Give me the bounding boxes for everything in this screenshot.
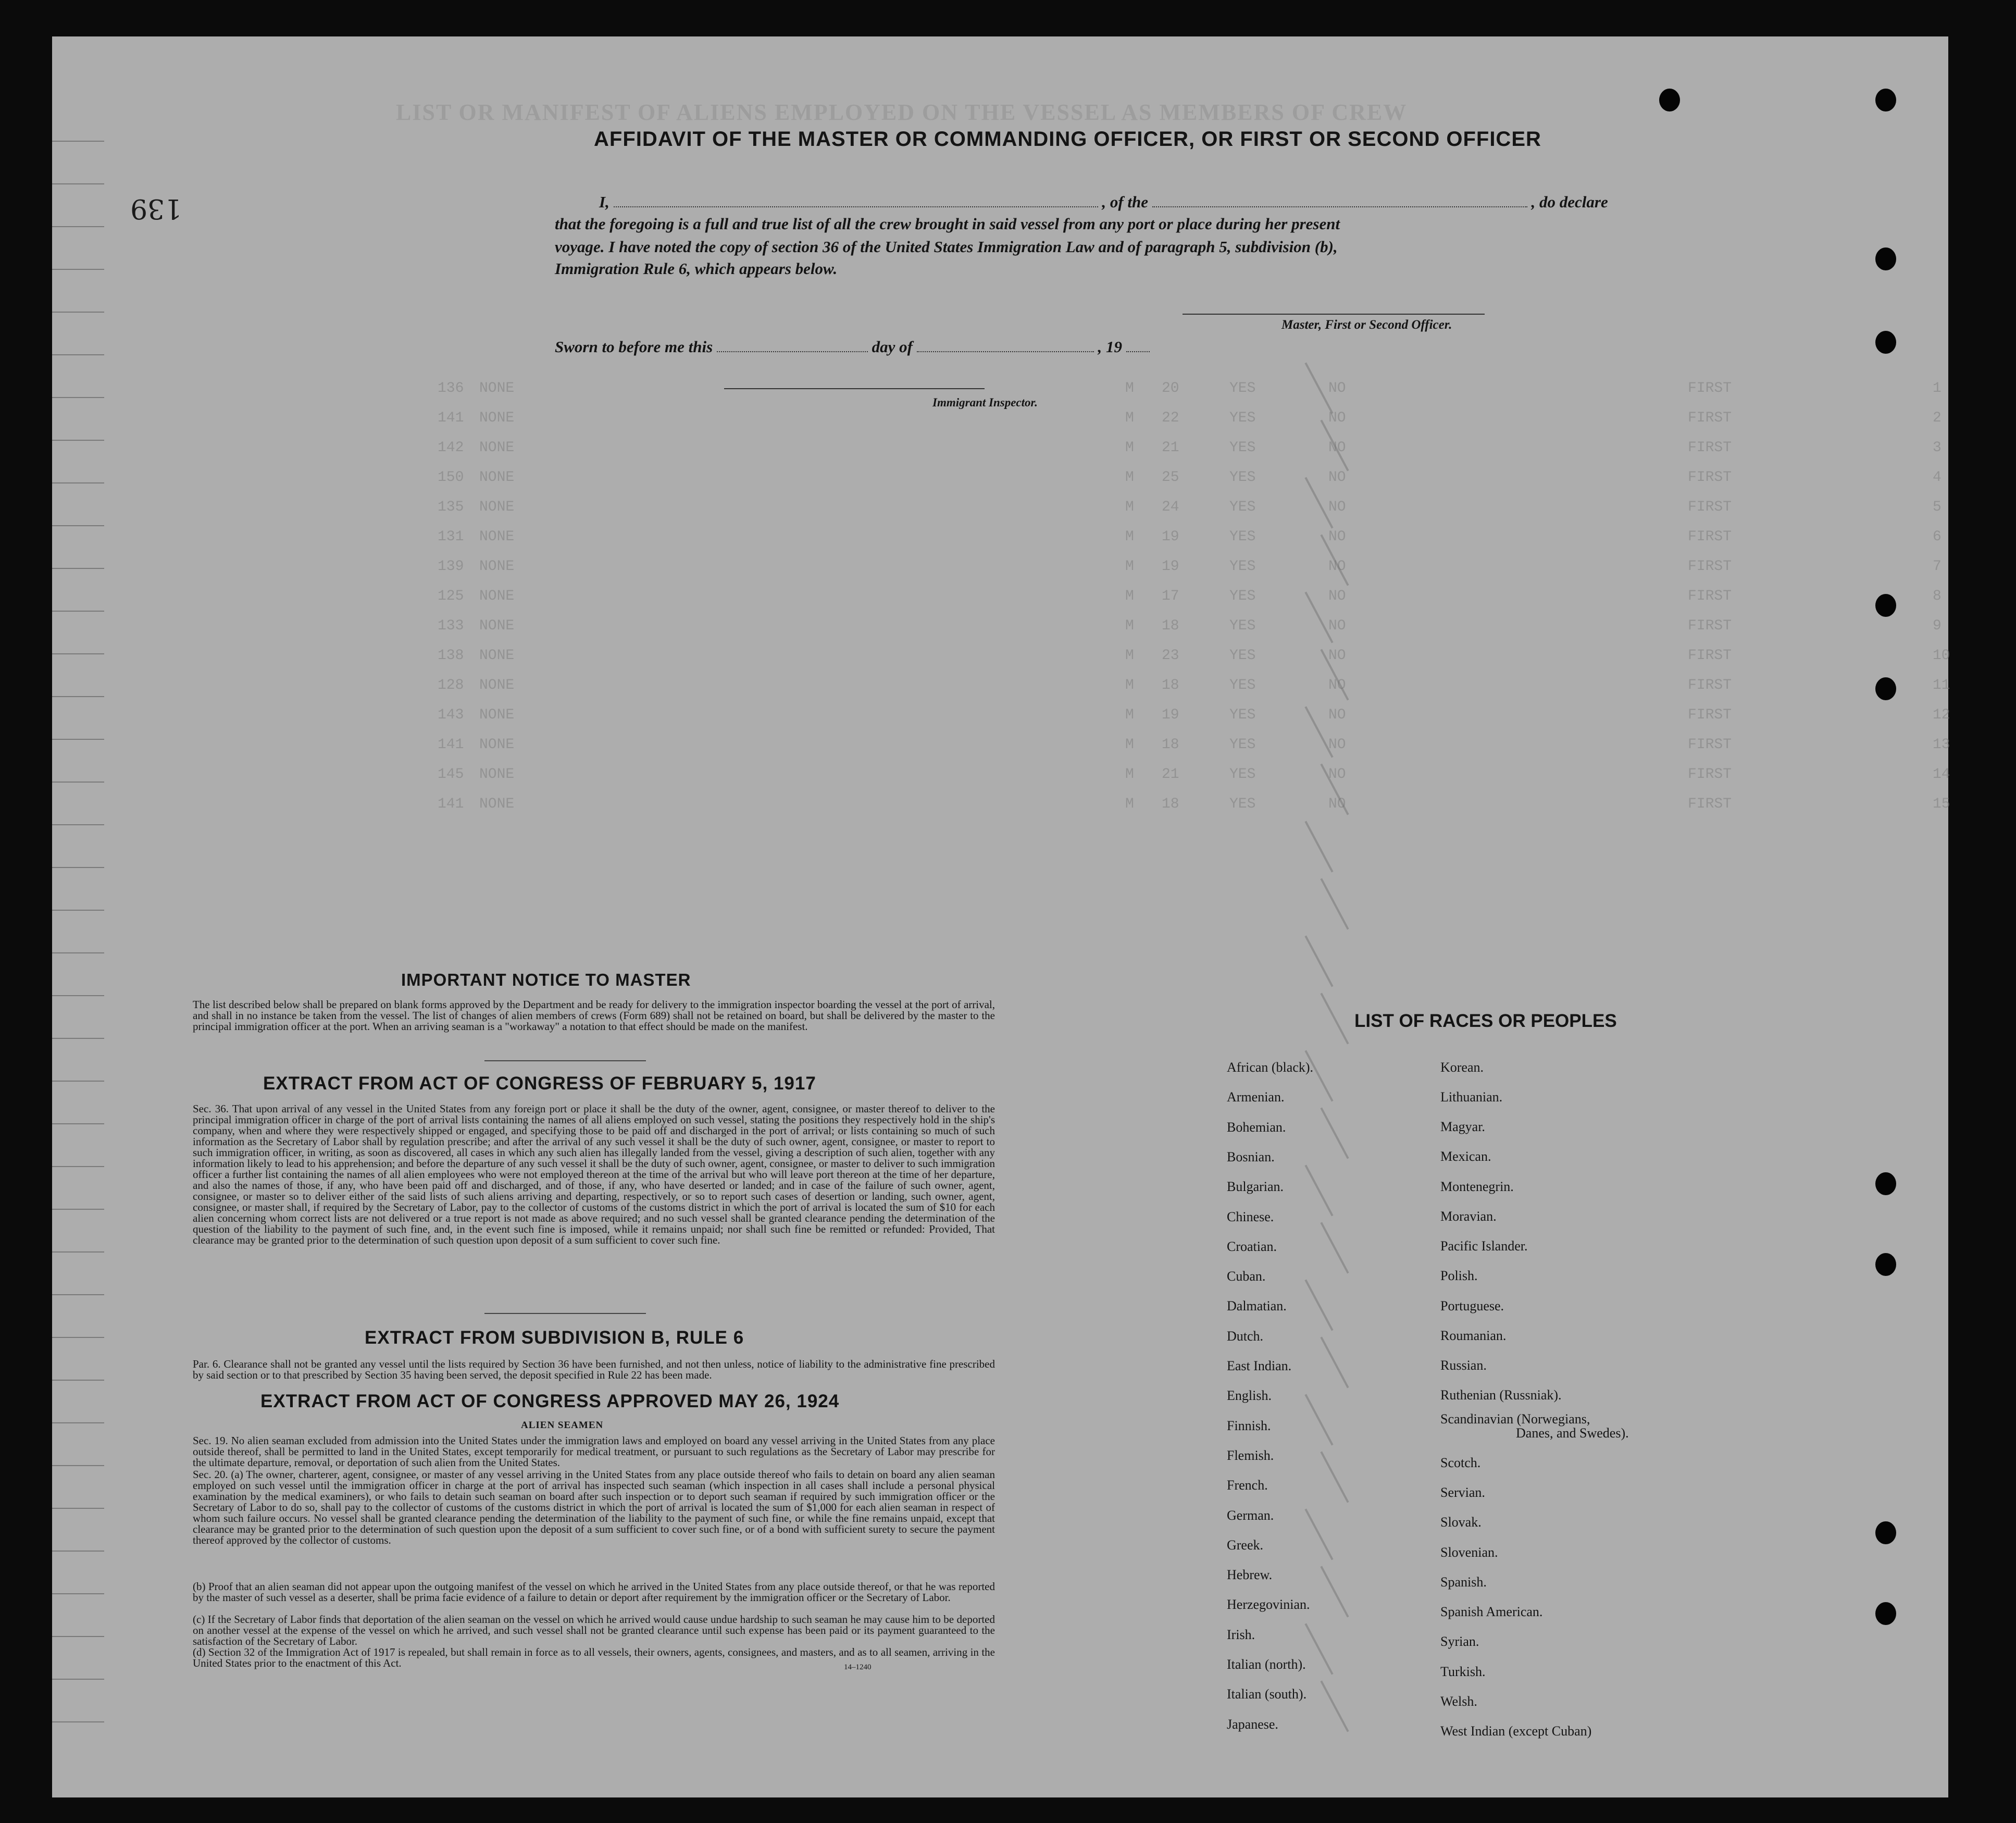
race-item: Armenian.: [1227, 1089, 1285, 1105]
background-cell: NONE: [479, 588, 515, 604]
margin-rule: [52, 568, 104, 569]
affidavit-line-4: Immigration Rule 6, which appears below.: [555, 259, 838, 278]
race-item: English.: [1227, 1388, 1272, 1404]
race-item: Bulgarian.: [1227, 1179, 1284, 1195]
background-cell: NO: [1328, 707, 1346, 723]
race-item: Spanish American.: [1440, 1604, 1543, 1619]
check-mark: [1320, 1107, 1349, 1159]
check-mark: [1304, 1050, 1333, 1101]
margin-rule: [52, 183, 104, 184]
race-item: Flemish.: [1227, 1447, 1274, 1463]
background-row: [375, 737, 1950, 757]
race-item: Dutch.: [1227, 1328, 1264, 1344]
binder-hole: [1875, 1602, 1896, 1625]
background-cell: YES: [1229, 677, 1256, 693]
background-cell: 20: [1162, 380, 1179, 396]
binder-hole: [1875, 1172, 1896, 1195]
extract-1924-sec20b: (b) Proof that an alien seaman did not appear upon the outgoing manifest of the vessel on which he arrived in the United States from any place outside thereof, or that he was reported by the master of such vessel as a deserter, shall be prima facie evidence of a failure to detain or deport after requirement by the immigration officer or the Secretary of Labor.: [193, 1580, 995, 1604]
background-cell: 23: [1162, 648, 1179, 664]
race-item: Scandinavian (Norwegians,: [1440, 1411, 1590, 1427]
background-cell: M: [1125, 766, 1134, 783]
background-cell: YES: [1229, 648, 1256, 664]
background-cell: M: [1125, 380, 1134, 396]
background-cell: 25: [1162, 469, 1179, 486]
manifest-page: [52, 36, 1948, 1797]
background-cell: 14: [1933, 766, 1950, 783]
background-cell: M: [1125, 737, 1134, 753]
background-cell: YES: [1229, 410, 1256, 426]
race-item: Slovenian.: [1440, 1545, 1498, 1560]
background-cell: 17: [1162, 588, 1179, 604]
extract-rule6-heading: EXTRACT FROM SUBDIVISION B, RULE 6: [365, 1328, 744, 1348]
background-cell: FIRST: [1688, 648, 1732, 664]
sworn-year-field[interactable]: [1126, 351, 1150, 352]
background-cell: 141: [438, 410, 464, 426]
section-divider: [484, 1060, 646, 1061]
margin-rule: [52, 1593, 104, 1594]
background-cell: NO: [1328, 380, 1346, 396]
page-stamp: 139: [130, 193, 182, 224]
binder-hole: [1659, 89, 1680, 111]
background-cell: NO: [1328, 559, 1346, 575]
margin-rule: [52, 1166, 104, 1167]
race-item: Welsh.: [1440, 1694, 1477, 1709]
check-mark: [1304, 821, 1333, 872]
race-item: German.: [1227, 1507, 1274, 1523]
background-row: [375, 559, 1942, 578]
margin-rule: [52, 1251, 104, 1252]
margin-rule: [52, 1636, 104, 1637]
background-row: [375, 410, 1942, 430]
race-item: Danes, and Swedes).: [1516, 1425, 1629, 1441]
extract-1924-sec19: Sec. 19. No alien seaman excluded from admission into the United States under the immigration laws and employed on board any vessel arriving in the United States from any place outside thereof, shall be permitted to land in the United States, except temporarily for medical treatment, or pursuant to such regulations as the Secretary of Labor may prescribe for the ultimate departure, removal, or deportation of such alien from the United States.: [193, 1434, 995, 1469]
background-cell: M: [1125, 648, 1134, 664]
background-cell: 9: [1933, 618, 1942, 634]
background-cell: 141: [438, 796, 464, 812]
sworn-year: , 19: [1098, 338, 1122, 356]
background-cell: 141: [438, 737, 464, 753]
race-item: Scotch.: [1440, 1455, 1481, 1470]
binder-hole: [1875, 1521, 1896, 1544]
background-cell: NONE: [479, 529, 515, 545]
race-item: Croatian.: [1227, 1238, 1277, 1254]
check-mark: [1320, 1451, 1349, 1503]
affidavit-do-declare: , do declare: [1531, 193, 1608, 211]
background-cell: NONE: [479, 559, 515, 575]
extract-1924-sec20a: Sec. 20. (a) The owner, charterer, agent, consignee, or master of any vessel arriving in the United States from any place outside thereof who fails to detain on board any alien seaman employed on such vessel until the immigration officer in charge at the port of arrival has inspected such seaman (which inspection in all cases shall include a personal physical examination by the medical examiners), or who fails to detain such seaman on board after such inspection or to deport such seaman if required by such immigration officer or the Secretary of Labor to do so, shall pay to the collector of customs of the customs district in which the port of arrival is located the sum of $1,000 for each alien seaman in respect of whom such failure occurs. No vessel shall be granted clearance pending the determination of the liability to the payment of such fine, or while the fine remains unpaid, except that clearance may be granted prior to the determination of such question upon the deposit of a sum sufficient to cover such fine, or of a bond with sufficient surety to secure the payment thereof approved by the collector of customs.: [193, 1468, 995, 1546]
margin-rule: [52, 525, 104, 526]
background-cell: 19: [1162, 529, 1179, 545]
background-row: [375, 618, 1942, 638]
background-row: [375, 499, 1942, 519]
margin-rule: [52, 1081, 104, 1082]
margin-rule: [52, 910, 104, 911]
background-cell: NONE: [479, 410, 515, 426]
background-cell: M: [1125, 796, 1134, 812]
margin-rule: [52, 440, 104, 441]
background-cell: NO: [1328, 588, 1346, 604]
race-item: Ruthenian (Russniak).: [1440, 1387, 1562, 1403]
race-item: Spanish.: [1440, 1574, 1487, 1590]
background-cell: 13: [1933, 737, 1950, 753]
background-cell: YES: [1229, 529, 1256, 545]
race-item: Magyar.: [1440, 1119, 1485, 1134]
background-cell: 19: [1162, 559, 1179, 575]
affidavit-of-the: , of the: [1102, 193, 1149, 211]
inspector-signature-line[interactable]: [724, 388, 985, 389]
background-row: [375, 766, 1950, 786]
margin-rule: [52, 1721, 104, 1722]
background-cell: FIRST: [1688, 796, 1732, 812]
background-cell: 128: [438, 677, 464, 693]
race-item: Bosnian.: [1227, 1149, 1275, 1164]
background-cell: FIRST: [1688, 410, 1732, 426]
background-cell: YES: [1229, 707, 1256, 723]
background-cell: 139: [438, 559, 464, 575]
extract-rule6-text: Par. 6. Clearance shall not be granted any vessel until the lists required by Section 36 have been furnished, and not then unless, notice of liability to the administrative fine prescribed by said section or to that prescribed by Section 35 having been served, the deposit specified in Rule 22 has been made.: [193, 1358, 995, 1381]
check-mark: [1320, 1222, 1349, 1273]
race-item: African (black).: [1227, 1060, 1314, 1075]
background-cell: 21: [1162, 766, 1179, 783]
race-item: Polish.: [1440, 1268, 1478, 1283]
inspector-label: Immigrant Inspector.: [932, 396, 1038, 409]
background-cell: 12: [1933, 707, 1950, 723]
margin-rule: [52, 1380, 104, 1381]
background-row: [375, 380, 1942, 400]
race-item: Irish.: [1227, 1627, 1255, 1642]
margin-rule: [52, 1337, 104, 1338]
race-item: Chinese.: [1227, 1209, 1274, 1224]
background-cell: YES: [1229, 766, 1256, 783]
race-item: Mexican.: [1440, 1149, 1491, 1164]
background-cell: 21: [1162, 440, 1179, 456]
background-row: [375, 469, 1942, 489]
check-mark: [1320, 1566, 1349, 1617]
notice-text: The list described below shall be prepared on blank forms approved by the Department and be ready for delivery to the immigration inspector boarding the vessel at the port of arrival, and shall in no instance be taken from the vessel. The list of changes of alien members of crews (Form 689) shall not be retained on board, but shall be delivered by the master to the principal immigration officer at the port. When an arriving seaman is a "workaway" a notation to that effect should be made on the manifest.: [193, 998, 995, 1033]
race-item: Slovak.: [1440, 1515, 1482, 1530]
background-row: [375, 648, 1950, 667]
background-row: [375, 677, 1950, 697]
background-cell: 143: [438, 707, 464, 723]
extract-1924-heading: EXTRACT FROM ACT OF CONGRESS APPROVED MAY 26, 1924: [260, 1391, 840, 1411]
margin-rule: [52, 867, 104, 868]
background-cell: 8: [1933, 588, 1942, 604]
extract-1924-subheading: ALIEN SEAMEN: [521, 1420, 604, 1431]
background-cell: M: [1125, 410, 1134, 426]
affidavit-line-1: [599, 193, 1608, 212]
background-cell: 138: [438, 648, 464, 664]
background-cell: 145: [438, 766, 464, 783]
race-item: Dalmatian.: [1227, 1298, 1287, 1314]
margin-rule: [52, 1123, 104, 1124]
check-mark: [1304, 1279, 1333, 1331]
background-cell: FIRST: [1688, 559, 1732, 575]
affidavit-i: I,: [599, 193, 609, 211]
margin-rule: [52, 269, 104, 270]
background-cell: YES: [1229, 618, 1256, 634]
vessel-name-field[interactable]: [1152, 206, 1527, 207]
margin-rule: [52, 952, 104, 953]
background-cell: M: [1125, 677, 1134, 693]
margin-rule: [52, 141, 104, 142]
race-item: Japanese.: [1227, 1716, 1278, 1732]
check-mark: [1320, 878, 1349, 929]
background-cell: FIRST: [1688, 529, 1732, 545]
race-item: Portuguese.: [1440, 1298, 1504, 1313]
background-cell: FIRST: [1688, 380, 1732, 396]
background-cell: FIRST: [1688, 707, 1732, 723]
background-cell: 22: [1162, 410, 1179, 426]
check-mark: [1320, 1680, 1349, 1732]
margin-rule: [52, 397, 104, 398]
background-cell: NO: [1328, 737, 1346, 753]
background-cell: NO: [1328, 766, 1346, 783]
background-manifest-title: LIST OR MANIFEST OF ALIENS EMPLOYED ON THE VESSEL AS MEMBERS OF CREW: [396, 100, 1408, 125]
race-item: East Indian.: [1227, 1358, 1292, 1373]
affidavit-line-2: that the foregoing is a full and true list of all the crew brought in said vessel from any port or place during her present: [555, 215, 1340, 233]
margin-rule: [52, 995, 104, 996]
margin-rule: [52, 226, 104, 227]
margin-rule: [52, 782, 104, 783]
background-cell: NO: [1328, 796, 1346, 812]
background-cell: 125: [438, 588, 464, 604]
race-item: Moravian.: [1440, 1209, 1497, 1224]
race-item: French.: [1227, 1478, 1268, 1493]
race-item: Greek.: [1227, 1537, 1264, 1553]
race-item: Bohemian.: [1227, 1119, 1286, 1135]
background-cell: 6: [1933, 529, 1942, 545]
background-cell: 10: [1933, 648, 1950, 664]
margin-rule: [52, 653, 104, 654]
affidavit-line-3: voyage. I have noted the copy of section 36 of the United States Immigration Law and of paragraph 5, subdivision (b),: [555, 238, 1338, 256]
background-cell: 133: [438, 618, 464, 634]
background-cell: 150: [438, 469, 464, 486]
background-cell: 18: [1162, 796, 1179, 812]
sworn-day-of: day of: [872, 338, 913, 356]
background-cell: NONE: [479, 796, 515, 812]
extract-1917-heading: EXTRACT FROM ACT OF CONGRESS OF FEBRUARY 5, 1917: [263, 1073, 816, 1094]
background-cell: 15: [1933, 796, 1950, 812]
background-cell: YES: [1229, 469, 1256, 486]
race-item: Servian.: [1440, 1485, 1485, 1500]
background-cell: FIRST: [1688, 737, 1732, 753]
background-cell: NO: [1328, 410, 1346, 426]
race-item: Russian.: [1440, 1358, 1487, 1373]
race-item: Pacific Islander.: [1440, 1238, 1528, 1254]
background-cell: M: [1125, 499, 1134, 515]
master-signature-line[interactable]: [1183, 314, 1485, 315]
race-item: Italian (south).: [1227, 1686, 1307, 1702]
background-cell: NONE: [479, 766, 515, 783]
binder-hole: [1875, 247, 1896, 270]
officer-name-field[interactable]: [614, 206, 1098, 207]
background-cell: NONE: [479, 440, 515, 456]
form-number: 14–1240: [844, 1663, 872, 1671]
background-cell: 7: [1933, 559, 1942, 575]
race-item: Korean.: [1440, 1060, 1484, 1075]
margin-rule: [52, 1209, 104, 1210]
background-cell: NO: [1328, 648, 1346, 664]
background-cell: NO: [1328, 469, 1346, 486]
binder-hole: [1875, 677, 1896, 700]
binder-hole: [1875, 1253, 1896, 1276]
background-cell: M: [1125, 618, 1134, 634]
background-row: [375, 529, 1942, 549]
race-item: Hebrew.: [1227, 1567, 1273, 1583]
background-cell: FIRST: [1688, 677, 1732, 693]
background-cell: 136: [438, 380, 464, 396]
check-mark: [1304, 1394, 1333, 1445]
background-cell: 18: [1162, 618, 1179, 634]
background-cell: 1: [1933, 380, 1942, 396]
background-cell: YES: [1229, 588, 1256, 604]
affidavit-title: AFFIDAVIT OF THE MASTER OR COMMANDING OFFICER, OR FIRST OR SECOND OFFICER: [594, 128, 1541, 151]
background-cell: FIRST: [1688, 618, 1732, 634]
sworn-month-field[interactable]: [917, 351, 1094, 352]
binder-hole: [1875, 331, 1896, 354]
master-signature-label: Master, First or Second Officer.: [1281, 318, 1452, 332]
background-row: [375, 440, 1942, 460]
margin-rule: [52, 1294, 104, 1295]
binder-hole: [1875, 594, 1896, 617]
race-item: Turkish.: [1440, 1664, 1486, 1679]
margin-rule: [52, 354, 104, 355]
background-cell: FIRST: [1688, 469, 1732, 486]
margin-rule: [52, 1465, 104, 1466]
background-cell: 24: [1162, 499, 1179, 515]
background-cell: FIRST: [1688, 499, 1732, 515]
race-item: Cuban.: [1227, 1269, 1266, 1284]
background-cell: NO: [1328, 440, 1346, 456]
background-cell: 18: [1162, 677, 1179, 693]
race-item: Lithuanian.: [1440, 1089, 1503, 1105]
background-cell: 5: [1933, 499, 1942, 515]
race-item: Herzegovinian.: [1227, 1597, 1310, 1613]
background-cell: M: [1125, 469, 1134, 486]
background-cell: NO: [1328, 499, 1346, 515]
margin-rule: [52, 1508, 104, 1509]
background-cell: NONE: [479, 648, 515, 664]
background-row: [375, 588, 1942, 608]
background-cell: 2: [1933, 410, 1942, 426]
extract-1917-text: Sec. 36. That upon arrival of any vessel in the United States from any foreign port or place it shall be the duty of the owner, agent, consignee, or master thereof to deliver to the principal immigration officer in charge of the port of arrival lists containing the names of all aliens employed on such vessel, stating the positions they respectively hold in the ship's company, when and where they were respectively shipped or engaged, and specifying those to be paid off and discharged in the port of arrival; or lists containing so much of such information as the Secretary of Labor shall by regulation prescribe; and after the arrival of any such vessel it shall be the duty of such owner, agent, consignee, or master to report to such immigration officer, in writing, as soon as discovered, all cases in which any such alien has illegally landed from the vessel, giving a description of such alien, together with any information likely to lead to his apprehension; and before the departure of any such vessel it shall be the duty of such owner, agent, consignee, or master to deliver to such immigration officer a further list containing the names of all alien employees who were not employed thereon at the time of the arrival but who will leave port thereon at the time of her departure, and also the names of those, if any, who have been paid off and discharged, and of those, if any, who have deserted or landed; and in case of the failure of such owner, agent, consignee, or master so to deliver either of the said lists of such aliens arriving and departing, respectively, or so to report such cases of desertion or landing, such owner, agent, consignee, or master shall, if required by the Secretary of Labor, pay to the collector of customs of the customs district in which the port of arrival is located the sum of $10 for each alien concerning whom correct lists are not delivered or a true report is not made as above required; and no such vessel shall be granted clearance pending the determination of the question of the liability to the payment of such fine, and, in the event such fine is imposed, while it remains unpaid; nor shall such fine be remitted or refunded: Provided, That clearance may be granted prior to the determination of such question upon deposit of a sum sufficient to cover such fine.: [193, 1102, 995, 1246]
background-cell: FIRST: [1688, 440, 1732, 456]
margin-rule: [52, 1038, 104, 1039]
background-cell: YES: [1229, 796, 1256, 812]
background-cell: YES: [1229, 559, 1256, 575]
binder-hole: [1875, 89, 1896, 111]
background-cell: NO: [1328, 618, 1346, 634]
race-item: Montenegrin.: [1440, 1179, 1514, 1194]
margin-rule: [52, 1679, 104, 1680]
background-cell: NONE: [479, 618, 515, 634]
background-cell: NONE: [479, 380, 515, 396]
margin-rule: [52, 739, 104, 740]
check-mark: [1320, 993, 1349, 1044]
margin-rule: [52, 696, 104, 697]
background-cell: FIRST: [1688, 588, 1732, 604]
background-cell: NO: [1328, 529, 1346, 545]
background-cell: NONE: [479, 737, 515, 753]
background-cell: 18: [1162, 737, 1179, 753]
margin-rule: [52, 312, 104, 313]
sworn-line: [555, 338, 1150, 356]
background-row: [375, 796, 1950, 816]
check-mark: [1304, 935, 1333, 987]
notice-heading: IMPORTANT NOTICE TO MASTER: [401, 970, 691, 989]
sworn-prefix: Sworn to before me this: [555, 338, 713, 356]
background-cell: 4: [1933, 469, 1942, 486]
margin-rule: [52, 1551, 104, 1552]
background-cell: 11: [1933, 677, 1950, 693]
check-mark: [1304, 1623, 1333, 1675]
background-cell: YES: [1229, 380, 1256, 396]
extract-1924-sec20d: (d) Section 32 of the Immigration Act of 1917 is repealed, but shall remain in force as to all vessels, their owners, agents, consignees, and masters, and as to all seamen, arriving in the United States prior to the enactment of this Act.: [193, 1646, 995, 1669]
race-item: Roumanian.: [1440, 1328, 1507, 1343]
background-cell: NO: [1328, 677, 1346, 693]
background-cell: 135: [438, 499, 464, 515]
background-cell: YES: [1229, 499, 1256, 515]
background-cell: NONE: [479, 707, 515, 723]
check-mark: [1304, 1164, 1333, 1216]
background-row: [375, 707, 1950, 727]
sworn-day-field[interactable]: [717, 351, 868, 352]
background-cell: YES: [1229, 440, 1256, 456]
race-item: Syrian.: [1440, 1634, 1479, 1649]
background-cell: FIRST: [1688, 766, 1732, 783]
background-cell: NONE: [479, 469, 515, 486]
section-divider: [484, 1313, 646, 1314]
margin-rule: [52, 824, 104, 825]
background-cell: M: [1125, 559, 1134, 575]
race-item: Finnish.: [1227, 1418, 1271, 1433]
race-item: Italian (north).: [1227, 1657, 1306, 1672]
background-cell: 131: [438, 529, 464, 545]
background-cell: 142: [438, 440, 464, 456]
background-cell: M: [1125, 440, 1134, 456]
race-item: West Indian (except Cuban): [1440, 1723, 1592, 1739]
background-cell: 19: [1162, 707, 1179, 723]
check-mark: [1304, 1508, 1333, 1560]
margin-rule: [52, 1422, 104, 1423]
races-heading: LIST OF RACES OR PEOPLES: [1354, 1011, 1617, 1031]
background-cell: 3: [1933, 440, 1942, 456]
extract-1924-sec20c: (c) If the Secretary of Labor finds that deportation of the alien seaman on the vessel on which he arrived would cause undue hardship to such seaman he may cause him to be deported on another vessel at the expense of the vessel on which he arrived, and such vessel shall not be granted clearance until such expense has been paid or its payment guaranteed to the satisfaction of the Secretary of Labor.: [193, 1613, 995, 1647]
check-mark: [1320, 1336, 1349, 1388]
background-cell: NONE: [479, 677, 515, 693]
background-cell: M: [1125, 588, 1134, 604]
margin-rule: [52, 482, 104, 483]
background-cell: M: [1125, 529, 1134, 545]
margin-rule: [52, 611, 104, 612]
background-cell: M: [1125, 707, 1134, 723]
background-cell: YES: [1229, 737, 1256, 753]
background-cell: NONE: [479, 499, 515, 515]
